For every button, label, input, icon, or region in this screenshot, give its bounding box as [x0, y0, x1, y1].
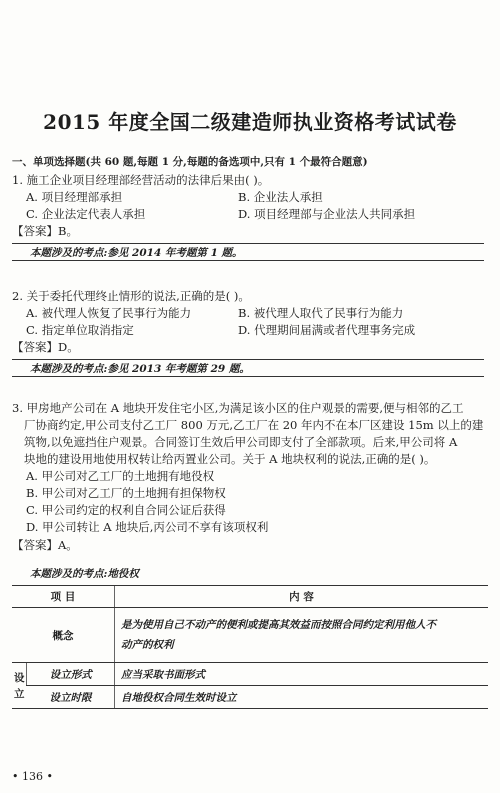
easement-table	[12, 585, 488, 709]
question-3-stem-line-3: 筑物,以免遮挡住户观景。合同签订生效后甲公司即支付了全部款项。后来,甲公司将 A	[24, 435, 458, 449]
question-1-option-c: C. 企业法定代表人承担	[26, 207, 146, 221]
question-2-option-d: D. 代理期间届满或者代理事务完成	[238, 323, 416, 337]
question-1-note: 本题涉及的考点:参见 2014 年考题第 1 题。	[12, 243, 484, 261]
question-3-stem-line-2: 厂协商约定,甲公司支付乙工厂 800 万元,乙工厂在 20 年内不在本厂区建设 15m 以上的建	[24, 418, 484, 432]
table-header-content: 内 容	[115, 586, 489, 608]
table-group-label-text: 设立	[13, 671, 25, 700]
table-row	[12, 608, 488, 663]
question-2-answer: 【答案】D。	[12, 340, 79, 354]
table-form-label: 设立形式	[27, 663, 115, 686]
question-2-option-a: A. 被代理人恢复了民事行为能力	[26, 306, 192, 320]
table-row	[12, 686, 488, 709]
table-form-text: 应当采取书面形式	[115, 663, 489, 686]
question-3-option-d: D. 甲公司转让 A 地块后,丙公司不享有该项权利	[26, 520, 269, 534]
question-1-option-b: B. 企业法人承担	[238, 190, 323, 204]
table-concept-text-line-2: 动产的权利	[121, 639, 174, 651]
question-3-stem-line-1: 3. 甲房地产公司在 A 地块开发住宅小区,为满足该小区的住户观景的需要,便与相邻的乙工	[12, 401, 464, 415]
question-3-stem-line-4: 块地的建设用地使用权转让给丙置业公司。关于 A 地块权利的说法,正确的是( )。	[24, 452, 436, 466]
question-1-answer: 【答案】B。	[12, 224, 78, 238]
section-heading: 一、单项选择题(共 60 题,每题 1 分,每题的备选项中,只有 1 个最符合题意)	[12, 156, 368, 168]
question-3-note: 本题涉及的考点:地役权	[30, 568, 139, 580]
question-3-option-b: B. 甲公司对乙工厂的土地拥有担保物权	[26, 486, 226, 500]
page-title: 2015 年度全国二级建造师执业资格考试试卷	[43, 110, 457, 134]
table-header-row	[12, 586, 488, 608]
question-3-option-c: C. 甲公司约定的权利自合同公证后获得	[26, 503, 226, 517]
question-3-answer: 【答案】A。	[12, 538, 78, 552]
table-row	[12, 663, 488, 686]
question-1-stem: 1. 施工企业项目经理部经营活动的法律后果由( )。	[12, 173, 270, 187]
question-2-note: 本题涉及的考点:参见 2013 年考题第 29 题。	[12, 359, 484, 377]
table-time-label: 设立时限	[27, 686, 115, 709]
question-3-option-a: A. 甲公司对乙工厂的土地拥有地役权	[26, 469, 215, 483]
table-header-item: 项 目	[12, 586, 115, 608]
table-time-text: 自地役权合同生效时设立	[115, 686, 489, 709]
question-2-stem: 2. 关于委托代理终止情形的说法,正确的是( )。	[12, 289, 250, 303]
question-1-option-d: D. 项目经理部与企业法人共同承担	[238, 207, 416, 221]
question-1-option-a: A. 项目经理部承担	[26, 190, 123, 204]
table-group-label	[12, 663, 27, 709]
question-2-option-c: C. 指定单位取消指定	[26, 323, 134, 337]
table-concept-text-line-1: 是为使用自己不动产的便利或提高其效益而按照合同约定利用他人不	[121, 619, 436, 631]
table-concept-label: 概念	[12, 608, 115, 663]
question-2-option-b: B. 被代理人取代了民事行为能力	[238, 306, 404, 320]
table-concept-text	[115, 608, 489, 663]
page-number: • 136 •	[12, 770, 53, 783]
